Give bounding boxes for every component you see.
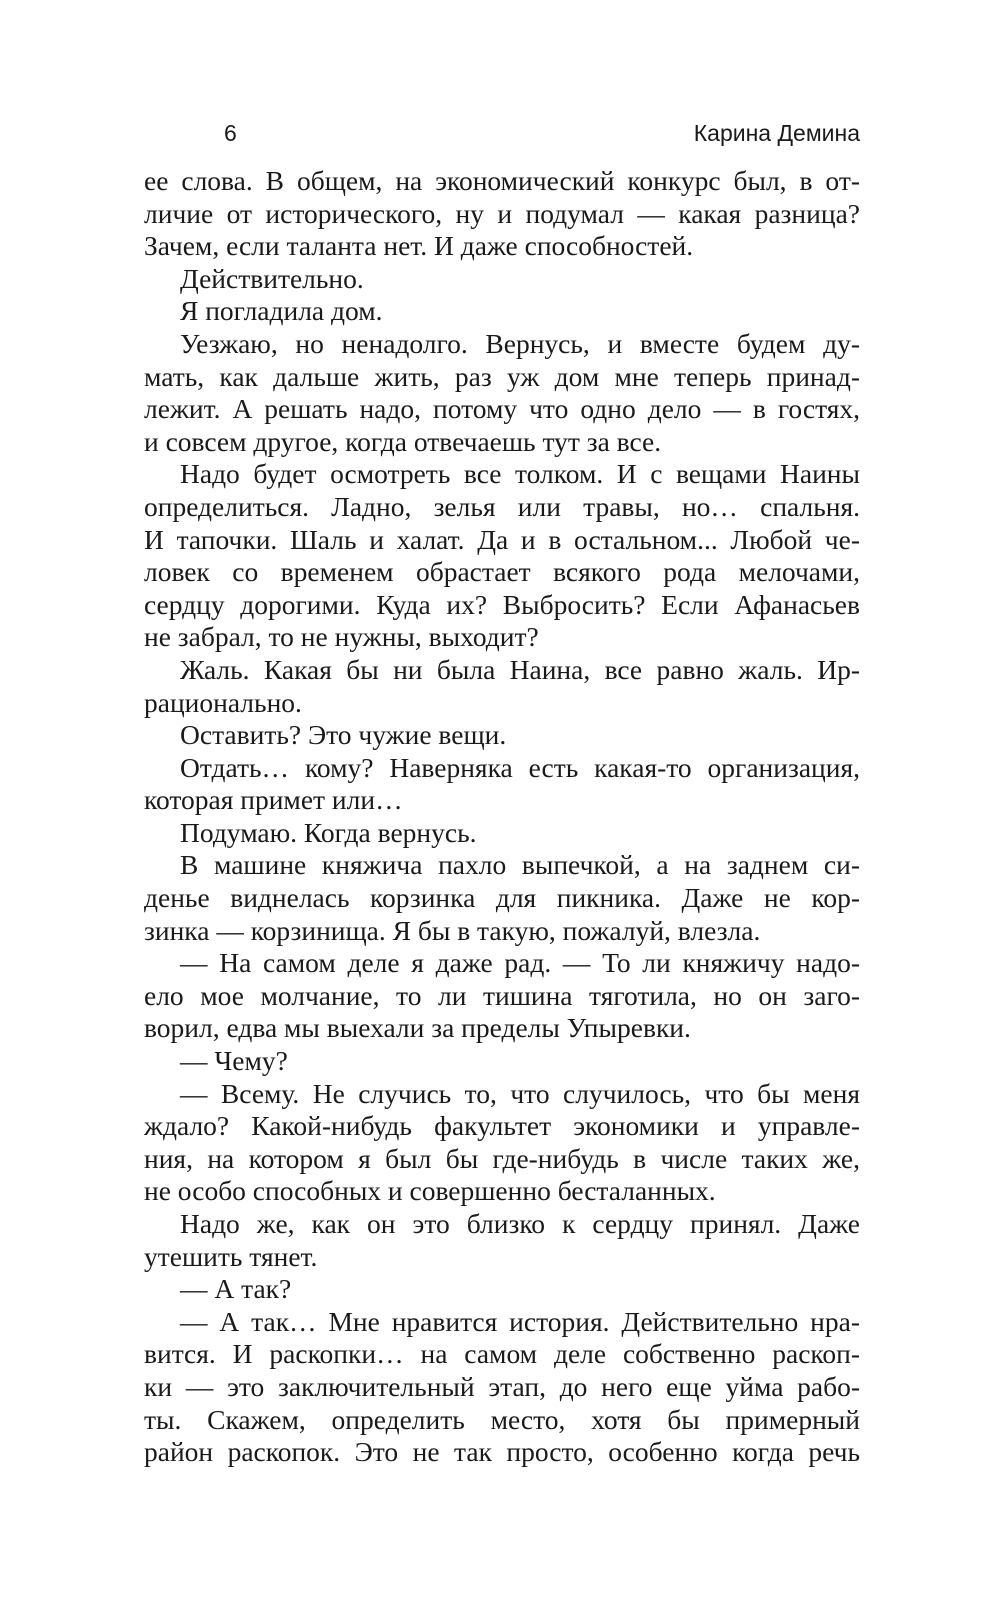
text-line: — Всему. Не случись то, что случилось, что бы меня xyxy=(180,1077,860,1109)
paragraph xyxy=(144,263,860,296)
text-line: лежит. А решать надо, потому что одно дело — в гостях, xyxy=(144,393,860,425)
paragraph xyxy=(144,1208,860,1273)
paragraph xyxy=(144,947,860,1045)
paragraph xyxy=(144,849,860,947)
text-line: ния, на котором я был бы где-нибудь в числе таких же, xyxy=(144,1142,860,1174)
text-line: Уезжаю, но ненадолго. Вернусь, и вместе будем ду- xyxy=(180,327,860,359)
text-line: — А так… Мне нравится история. Действительно нра- xyxy=(180,1305,860,1337)
text-line: мать, как дальше жить, раз уж дом мне теперь принад- xyxy=(144,360,860,392)
paragraph xyxy=(144,1273,860,1306)
text-line: ты. Скажем, определить место, хотя бы примерный xyxy=(144,1403,860,1435)
text-line: утешить тянет. xyxy=(144,1240,318,1272)
text-line: сердцу дорогими. Куда их? Выбросить? Если Афанасьев xyxy=(144,588,860,620)
text-line: В машине княжича пахло выпечкой, а на заднем си- xyxy=(180,849,860,881)
text-line: ки — это заключительный этап, до него еще уйма рабо- xyxy=(144,1370,860,1402)
paragraph xyxy=(144,458,860,654)
text-line: денье виднелась корзинка для пикника. Даже не кор- xyxy=(144,882,860,914)
text-line: и совсем другое, когда отвечаешь тут за все. xyxy=(144,425,662,457)
text-line: Зачем, если таланта нет. И даже способностей. xyxy=(144,230,694,262)
running-head-author: Карина Демина xyxy=(693,120,860,146)
paragraph xyxy=(144,1306,860,1469)
text-line: определиться. Ладно, зелья или травы, но… спальня. xyxy=(144,490,860,522)
text-line: рационально. xyxy=(144,686,302,718)
text-line: ловек со временем обрастает всякого рода мелочами, xyxy=(144,556,860,588)
text-line: Надо будет осмотреть все толком. И с вещами Наины xyxy=(180,458,860,490)
paragraph xyxy=(144,328,860,458)
text-line: зинка — корзинища. Я бы в такую, пожалуй, влезла. xyxy=(144,914,761,946)
paragraph xyxy=(144,817,860,850)
paragraph xyxy=(144,1078,860,1208)
text-line: которая примет или… xyxy=(144,784,403,816)
text-line: Я погладила дом. xyxy=(180,295,383,327)
text-line: — Чему? xyxy=(180,1045,288,1077)
text-line: ждало? Какой-нибудь факультет экономики и управле- xyxy=(144,1110,860,1142)
text-line: Надо же, как он это близко к сердцу принял. Даже xyxy=(180,1208,860,1239)
text-line: Отдать… кому? Наверняка есть какая-то организация, xyxy=(180,751,860,783)
text-line: ворил, едва мы выехали за пределы Упыревки. xyxy=(144,1012,691,1044)
body-text xyxy=(144,165,860,1469)
paragraph xyxy=(144,752,860,817)
paragraph xyxy=(144,1045,860,1078)
text-line: вится. И раскопки… на самом деле собственно раскоп- xyxy=(144,1338,860,1370)
paragraph xyxy=(144,654,860,719)
text-line: — А так? xyxy=(180,1273,292,1305)
text-line: не особо способных и совершенно бесталанных. xyxy=(144,1175,716,1207)
text-line: Жаль. Какая бы ни была Наина, все равно жаль. Ир- xyxy=(180,653,860,685)
text-line: не забрал, то не нужны, выходит? xyxy=(144,621,539,653)
text-line: ее слова. В общем, на экономический конкурс был, в от- xyxy=(144,165,860,196)
text-line: район раскопок. Это не так просто, особенно когда речь xyxy=(144,1436,860,1468)
text-line: — На самом деле я даже рад. — То ли княжичу надо- xyxy=(180,947,860,979)
text-line: Действительно. xyxy=(180,262,364,294)
paragraph xyxy=(144,295,860,328)
text-line: Подумаю. Когда вернусь. xyxy=(180,816,477,848)
text-line: ело мое молчание, то ли тишина тяготила, но он заго- xyxy=(144,979,860,1011)
paragraph xyxy=(144,719,860,752)
text-line: Оставить? Это чужие вещи. xyxy=(180,719,507,751)
text-line: личие от исторического, ну и подумал — какая разница? xyxy=(144,197,860,229)
paragraph xyxy=(144,165,860,263)
page-number: 6 xyxy=(224,120,237,146)
text-line: И тапочки. Шаль и халат. Да и в остальном... Любой че- xyxy=(144,523,860,555)
page-header xyxy=(144,116,860,150)
